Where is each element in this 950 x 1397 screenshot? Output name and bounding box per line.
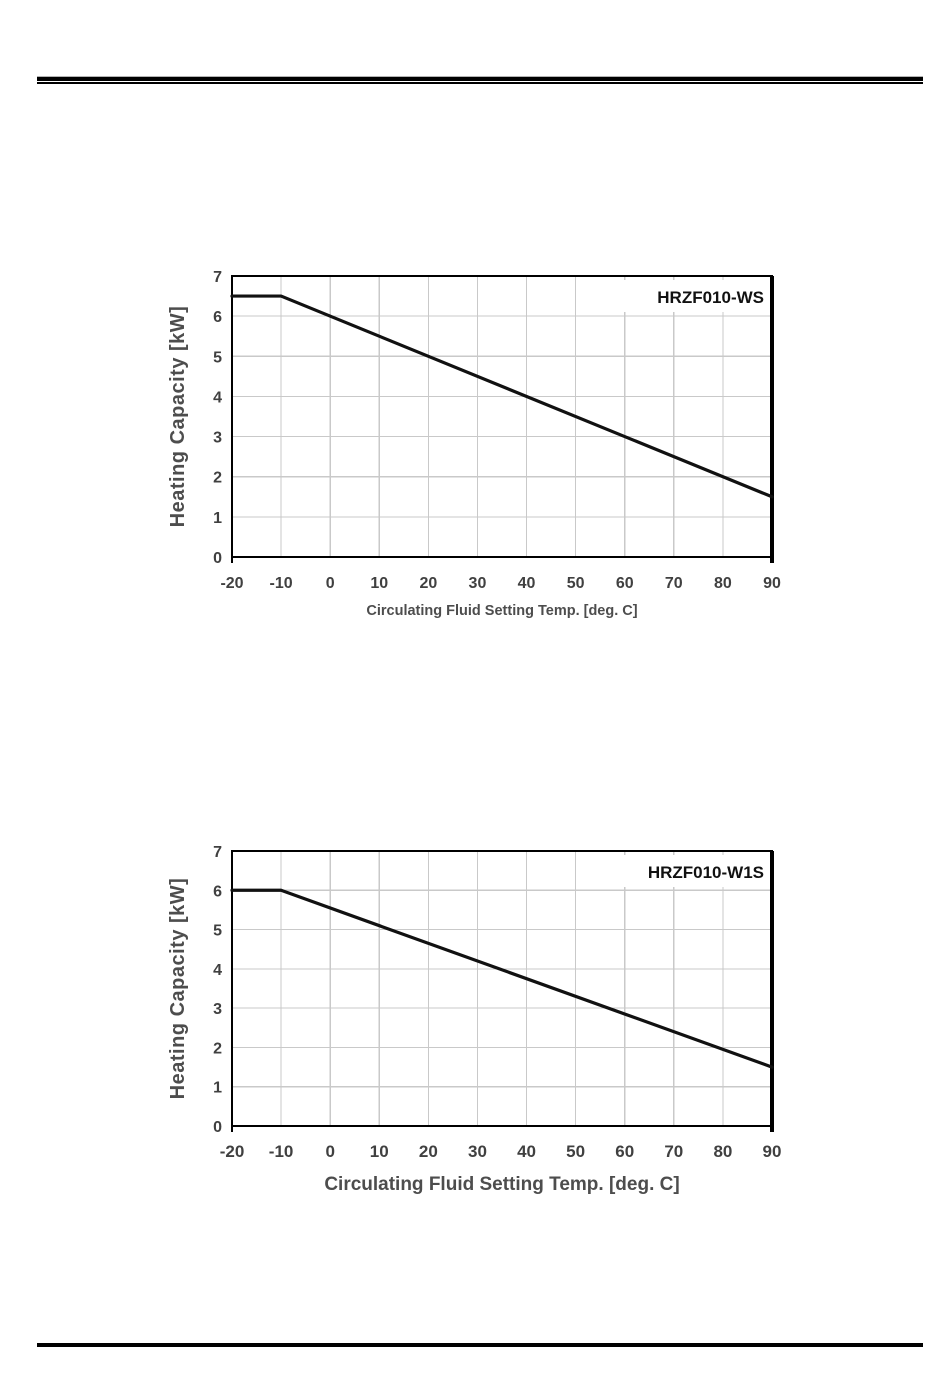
y-tick-label: 6 <box>213 883 222 901</box>
x-tick-label: 20 <box>419 575 438 592</box>
y-tick-label: 5 <box>213 349 222 367</box>
model-label: HRZF010-W1S <box>647 863 764 882</box>
capacity-chart-svg <box>150 250 840 635</box>
x-tick-label: 40 <box>517 1142 537 1161</box>
x-tick-label: 0 <box>325 1142 335 1161</box>
y-tick-label: 7 <box>213 844 222 861</box>
plot-frame <box>231 276 773 563</box>
x-tick-label: 90 <box>763 575 781 592</box>
x-axis-title: Circulating Fluid Setting Temp. [deg. C] <box>324 1174 680 1195</box>
y-tick-label: 4 <box>213 389 222 407</box>
x-tick-label: -20 <box>220 575 244 592</box>
x-tick-label: 40 <box>517 575 536 592</box>
y-tick-label: 3 <box>213 1001 222 1019</box>
capacity-chart-hrzf010-ws <box>150 250 840 635</box>
gridlines <box>232 276 772 557</box>
x-tick-label: 60 <box>615 575 634 592</box>
y-tick-label: 1 <box>213 509 222 527</box>
x-tick-label: -10 <box>269 575 293 592</box>
y-tick-label: 5 <box>213 922 222 940</box>
capacity-chart-hrzf010-w1s <box>150 825 840 1210</box>
x-tick-label: 30 <box>467 1142 487 1161</box>
y-axis-title: Heating Capacity [kW] <box>167 305 189 528</box>
x-tick-label: 70 <box>664 1142 684 1161</box>
y-axis-title: Heating Capacity [kW] <box>167 877 189 1100</box>
y-tick-label: 1 <box>213 1079 222 1097</box>
x-tick-label: 10 <box>369 1142 389 1161</box>
x-tick-label: 0 <box>325 575 335 592</box>
x-tick-label: 80 <box>714 575 732 592</box>
y-tick-label: 0 <box>213 1119 222 1136</box>
x-tick-label: -20 <box>219 1142 245 1161</box>
x-tick-label: 90 <box>762 1142 782 1161</box>
x-tick-label: 10 <box>370 575 389 592</box>
x-tick-label: 20 <box>418 1142 438 1161</box>
bottom-rule <box>37 1343 923 1347</box>
x-axis-title: Circulating Fluid Setting Temp. [deg. C] <box>366 603 638 619</box>
y-tick-label: 2 <box>213 469 222 487</box>
top-rule-thin-line <box>37 82 923 84</box>
y-tick-label: 0 <box>213 550 222 567</box>
top-rule <box>37 76 923 84</box>
x-tick-label: 50 <box>566 1142 586 1161</box>
gridlines <box>232 851 772 1126</box>
x-tick-label: 80 <box>713 1142 733 1161</box>
model-label: HRZF010-WS <box>657 288 764 307</box>
x-tick-label: 30 <box>468 575 487 592</box>
plot-frame <box>231 851 773 1132</box>
y-tick-label: 3 <box>213 429 222 447</box>
x-tick-label: 60 <box>615 1142 635 1161</box>
capacity-chart-svg <box>150 825 840 1210</box>
y-tick-label: 2 <box>213 1040 222 1058</box>
y-tick-label: 7 <box>213 269 222 286</box>
x-tick-label: 70 <box>664 575 683 592</box>
y-tick-label: 6 <box>213 309 222 327</box>
y-tick-label: 4 <box>213 961 222 979</box>
x-tick-label: 50 <box>566 575 585 592</box>
capacity-curve <box>232 890 772 1067</box>
x-tick-label: -10 <box>268 1142 294 1161</box>
